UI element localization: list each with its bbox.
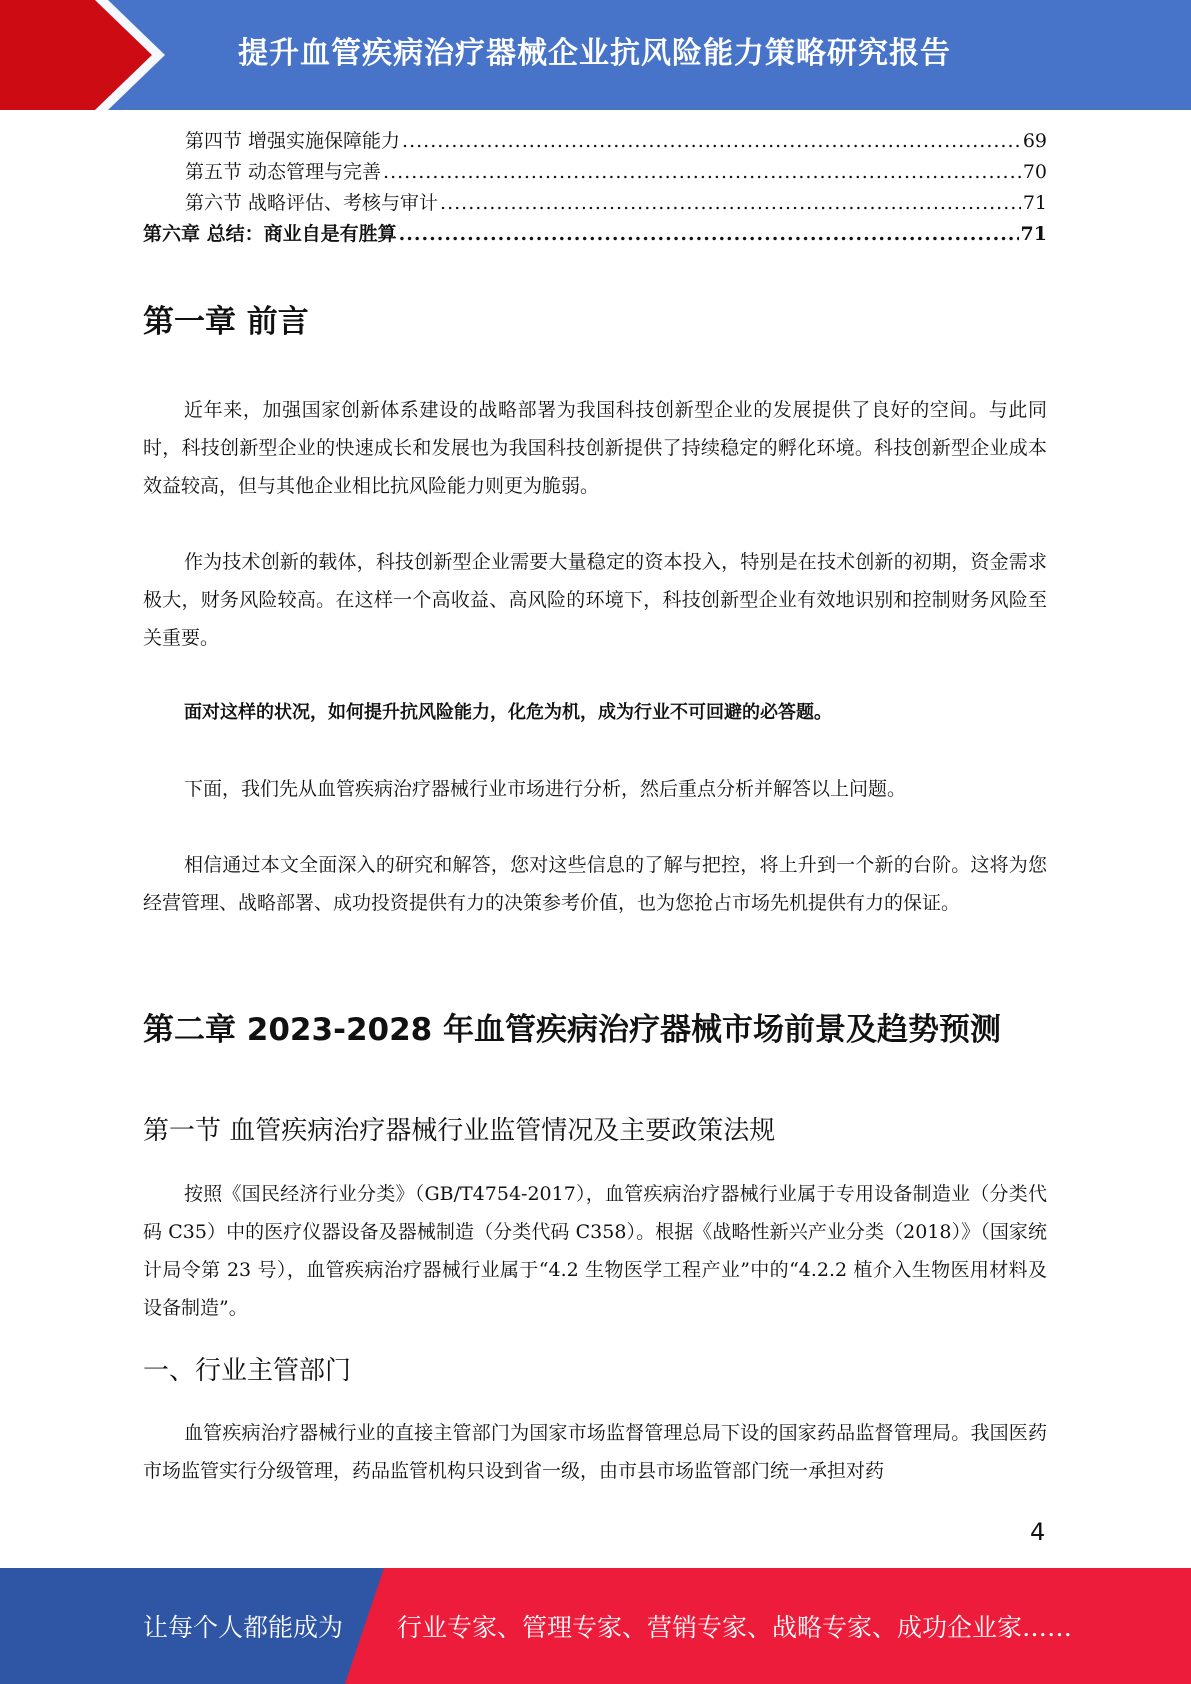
header-title: 提升血管疾病治疗器械企业抗风险能力策略研究报告 (238, 36, 951, 71)
section1-title: 第一节 血管疾病治疗器械行业监管情况及主要政策法规 (143, 1116, 776, 1146)
toc-entry-label: 第六章 总结：商业自是有胜算 (143, 223, 397, 245)
toc-entry[interactable] (143, 219, 1047, 250)
toc-entry-label: 第六节 战略评估、考核与审计 (185, 192, 439, 214)
toc-entry[interactable] (143, 126, 1047, 157)
chapter1-paragraph: 相信通过本文全面深入的研究和解答，您对这些信息的了解与把控，将上升到一个新的台阶。这将为您经营管理、战略部署、成功投资提供有力的决策参考价值，也为您抢占市场先机提供有力的保证。 (143, 854, 1047, 914)
toc-entry[interactable] (143, 188, 1047, 219)
chapter1-title: 第一章 前言 (143, 304, 309, 340)
toc-leader-dots (402, 130, 1021, 152)
toc-entry-page: 69 (1022, 130, 1047, 152)
toc-entry-page: 70 (1022, 161, 1047, 183)
chapter2-title: 第二章 2023-2028 年血管疾病治疗器械市场前景及趋势预测 (143, 1012, 1002, 1048)
chapter1-paragraph: 作为技术创新的载体，科技创新型企业需要大量稳定的资本投入，特别是在技术创新的初期，资金需求极大，财务风险较高。在这样一个高收益、高风险的环境下，科技创新型企业有效地识别和控制财务风险至关重要。 (143, 551, 1047, 649)
footer-slogan-right: 行业专家、管理专家、营销专家、战略专家、成功企业家…… (397, 1613, 1073, 1642)
chapter1-paragraph: 下面，我们先从血管疾病治疗器械行业市场进行分析，然后重点分析并解答以上问题。 (184, 778, 907, 800)
chapter1-paragraph: 近年来，加强国家创新体系建设的战略部署为我国科技创新型企业的发展提供了良好的空间。与此同时，科技创新型企业的快速成长和发展也为我国科技创新提供了持续稳定的孵化环境。科技创新型企业成本效益较高，但与其他企业相比抗风险能力则更为脆弱。 (143, 399, 1047, 497)
subsection1-title: 一、行业主管部门 (143, 1356, 352, 1386)
section1-paragraph: 按照《国民经济行业分类》（GB/T4754-2017），血管疾病治疗器械行业属于专用设备制造业（分类代码 C35）中的医疗仪器设备及器械制造（分类代码 C358）。根据《战略性新兴产业分类（2018）》（国家统计局令第 23 号），血管疾病治疗器械行业属于“4.2 生物医学工程产业”中的“4.2.2 植介入生物医用材料及设备制造”。 (143, 1183, 1047, 1319)
page-header (0, 0, 1191, 110)
toc-leader-dots (399, 223, 1019, 245)
page-footer (0, 1568, 1191, 1684)
subsection1-paragraph: 血管疾病治疗器械行业的直接主管部门为国家市场监督管理总局下设的国家药品监督管理局。我国医药市场监管实行分级管理，药品监管机构只设到省一级，由市县市场监管部门统一承担对药 (143, 1422, 1047, 1482)
chapter1-highlight: 面对这样的状况，如何提升抗风险能力，化危为机，成为行业不可回避的必答题。 (184, 702, 832, 723)
toc-leader-dots (440, 192, 1021, 214)
toc-entry-label: 第四节 增强实施保障能力 (185, 130, 401, 152)
toc-entry-page: 71 (1022, 192, 1047, 214)
toc-entry-page: 71 (1020, 223, 1047, 245)
toc-entry-label: 第五节 动态管理与完善 (185, 161, 382, 183)
toc-entry[interactable] (143, 157, 1047, 188)
page-number: 4 (1030, 1518, 1046, 1546)
toc (143, 126, 1047, 250)
toc-leader-dots (383, 161, 1021, 183)
footer-slogan-left: 让每个人都能成为 (143, 1613, 344, 1642)
